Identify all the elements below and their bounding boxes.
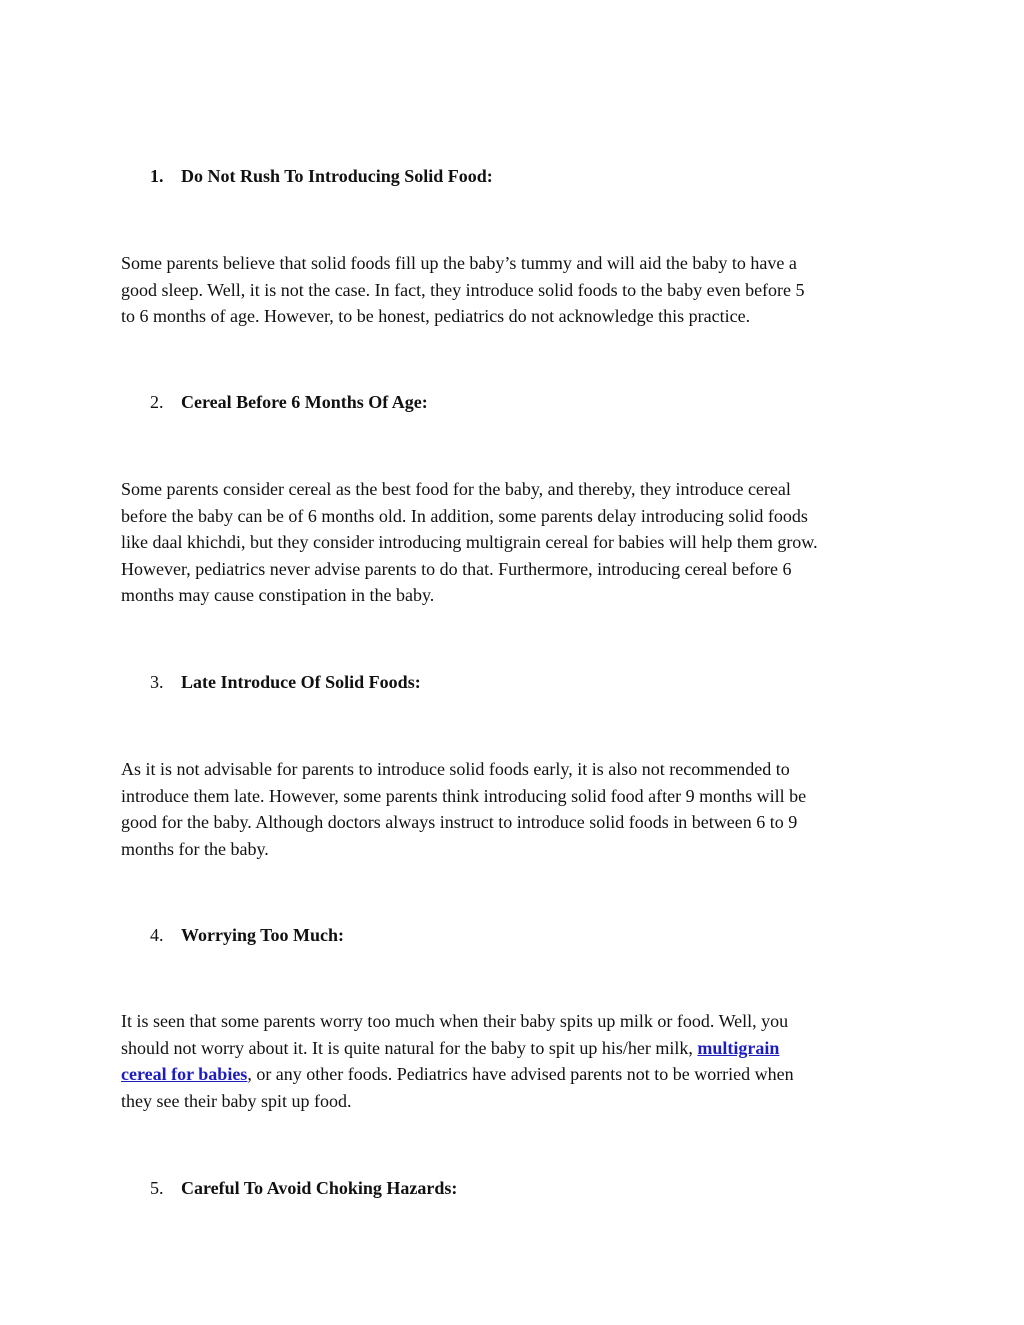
section-1-heading (150, 163, 493, 189)
section-2-title: Cereal Before 6 Months Of Age: (181, 392, 428, 412)
section-3-heading (150, 669, 421, 695)
section-2-line: Some parents consider cereal as the best food for the baby, and thereby, they introduce cereal (121, 479, 791, 499)
section-4-line (121, 1035, 911, 1062)
multigrain-cereal-link-part1[interactable]: multigrain (697, 1037, 780, 1058)
section-2-paragraph (121, 476, 911, 609)
section-4-line: they see their baby spit up food. (121, 1090, 352, 1111)
section-3-line: months for the baby. (121, 838, 269, 859)
section-3-title: Late Introduce Of Solid Foods: (181, 672, 421, 692)
section-3-line: introduce them late. However, some parents think introducing solid food after 9 months will be (121, 785, 807, 806)
section-1-title: Do Not Rush To Introducing Solid Food: (181, 166, 493, 186)
multigrain-cereal-link-part2[interactable]: cereal for babies (121, 1064, 248, 1084)
section-1-line: to 6 months of age. However, to be honest, pediatrics do not acknowledge this practice. (121, 306, 751, 326)
section-4-heading (150, 922, 344, 948)
section-3-line: As it is not advisable for parents to introduce solid foods early, it is also not recommended to (121, 759, 790, 779)
section-3-number: 3. (150, 672, 164, 692)
section-4-line: It is seen that some parents worry too much when their baby spits up milk or food. Well, you (121, 1011, 789, 1031)
section-1-line: Some parents believe that solid foods fill up the baby’s tummy and will aid the baby to have a (121, 253, 797, 273)
section-5-number: 5. (150, 1178, 164, 1198)
section-1-paragraph (121, 250, 911, 330)
section-4-title: Worrying Too Much: (181, 925, 345, 945)
section-5-title: Careful To Avoid Choking Hazards: (181, 1178, 458, 1198)
section-2-number: 2. (150, 392, 164, 412)
section-5-heading (150, 1175, 457, 1201)
section-4-number: 4. (150, 925, 164, 945)
section-2-line: like daal khichdi, but they consider introducing multigrain cereal for babies will help them grow. (121, 532, 818, 552)
section-2-line: months may cause constipation in the baby. (121, 585, 435, 605)
section-4-text: , or any other foods. Pediatrics have advised parents not to be worried when (247, 1064, 794, 1084)
section-3-paragraph (121, 756, 911, 862)
section-4-paragraph (121, 1008, 911, 1114)
section-4-text: should not worry about it. It is quite natural for the baby to spit up his/her milk, (121, 1037, 698, 1058)
section-2-heading (150, 389, 428, 415)
section-1-line: good sleep. Well, it is not the case. In fact, they introduce solid foods to the baby even before 5 (121, 279, 805, 300)
section-2-line: However, pediatrics never advise parents to do that. Furthermore, introducing cereal before 6 (121, 558, 792, 579)
section-3-line: good for the baby. Although doctors always instruct to introduce solid foods in between 6 to 9 (121, 812, 798, 832)
section-2-line: before the baby can be of 6 months old. In addition, some parents delay introducing solid foods (121, 505, 808, 526)
section-1-number: 1. (150, 166, 164, 186)
section-4-line (121, 1061, 911, 1088)
